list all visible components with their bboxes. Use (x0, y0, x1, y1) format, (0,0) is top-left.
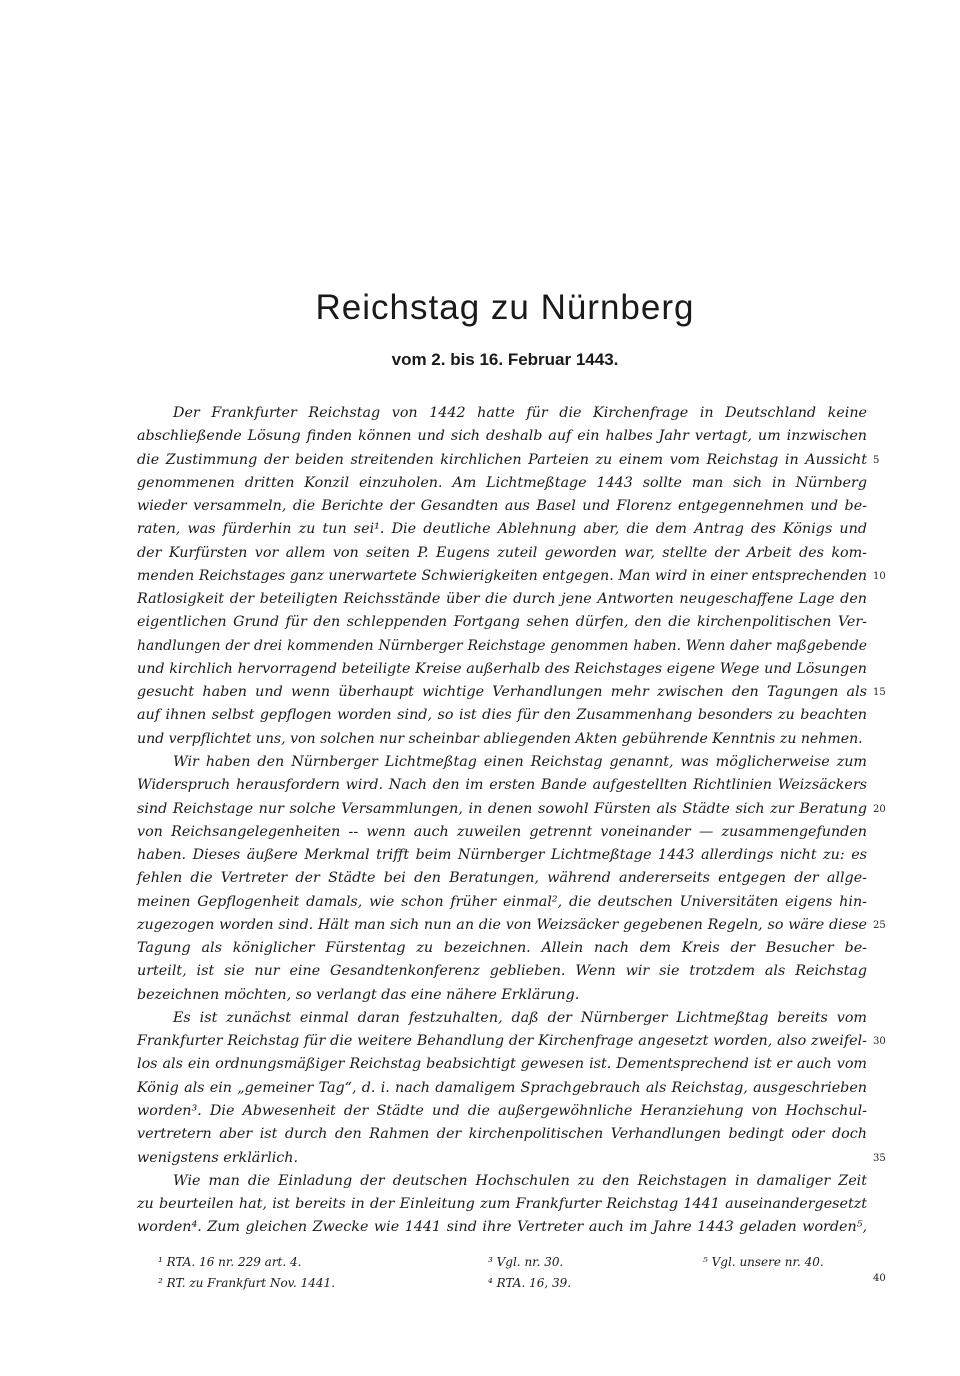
text-line (137, 1030, 886, 1053)
footnote-column-2 (488, 1252, 571, 1294)
text-line (137, 681, 886, 704)
text-line (137, 611, 867, 634)
text-line-content: haben. Dieses äußere Merkmal trifft beim Nürnberger Lichtmeßtage 1443 allerdings nicht zu: es (137, 847, 867, 864)
text-line (137, 1193, 867, 1216)
text-line (137, 798, 886, 821)
text-line-content: und verpflichtet uns, von solchen nur scheinbar abliegenden Akten gebührende Kenntnis zu nehmen. (137, 730, 863, 747)
text-line (137, 1100, 867, 1123)
text-line-content: Frankfurter Reichstag für die weitere Behandlung der Kirchenfrage angesetzt worden, also zweifel- (137, 1033, 867, 1050)
footnote-5: ⁵ Vgl. unsere nr. 40. (703, 1255, 824, 1269)
text-line-content: eigentlichen Grund für den schleppenden Fortgang sehen dürfen, den die kirchenpolitischen Ver- (137, 614, 867, 631)
text-line-content: Es ist zunächst einmal daran festzuhalten, daß der Nürnberger Lichtmeßtag bereits vom (173, 1009, 867, 1026)
text-line-content: fehlen die Vertreter der Städte bei den Beratungen, während andererseits entgegen der allge- (137, 870, 867, 887)
text-line (137, 425, 867, 448)
text-line (137, 821, 867, 844)
footnote-3: ³ Vgl. nr. 30. (488, 1255, 564, 1269)
footnote-2: ² RT. zu Frankfurt Nov. 1441. (158, 1276, 336, 1290)
text-line (137, 1053, 867, 1076)
text-line (137, 1077, 867, 1100)
text-line-content: bezeichnen möchten, so verlangt das eine nähere Erklärung. (137, 986, 580, 1003)
text-line (137, 402, 867, 425)
text-line-content: wenigstens erklärlich. (137, 1149, 299, 1166)
text-line-content: Wie man die Einladung der deutschen Hochschulen zu den Reichstagen in damaliger Zeit (173, 1172, 867, 1189)
text-line (137, 495, 867, 518)
text-line (137, 1170, 867, 1193)
text-line (137, 844, 867, 867)
text-line (137, 542, 867, 565)
line-number: 15 (873, 687, 886, 699)
text-line (137, 914, 886, 937)
text-line (137, 1123, 867, 1146)
text-line (137, 984, 867, 1007)
page-subtitle: vom 2. bis 16. Februar 1443. (391, 350, 619, 369)
footnote-column-3 (703, 1252, 824, 1273)
text-line-content: genommenen dritten Konzil einzuholen. Am Lichtmeßtage 1443 sollte man sich in Nürnberg (137, 474, 867, 491)
text-line (137, 891, 867, 914)
text-line-content: Der Frankfurter Reichstag von 1442 hatte für die Kirchenfrage in Deutschland keine (173, 405, 867, 421)
footnote-1: ¹ RTA. 16 nr. 229 art. 4. (158, 1255, 302, 1269)
text-line (137, 472, 867, 495)
text-line-content: worden³. Die Abwesenheit der Städte und die außergewöhnliche Heranziehung von Hochschul- (137, 1102, 867, 1119)
text-line (137, 635, 867, 658)
text-line-content: vertretern aber ist durch den Rahmen der kirchenpolitischen Verhandlungen bedingt oder doch (137, 1126, 867, 1143)
text-line-content: raten, was fürderhin zu tun sei¹. Die deutliche Ablehnung aber, die dem Antrag des Königs und (137, 521, 867, 538)
line-number: 10 (873, 570, 886, 582)
text-line (137, 565, 886, 588)
text-line (137, 960, 867, 983)
line-number: 25 (873, 919, 886, 931)
text-line-content: meinen Gepflogenheit damals, wie schon früher einmal², die deutschen Universitäten eigens hin- (137, 893, 867, 910)
text-line-content: Ratlosigkeit der beteiligten Reichsstände über die durch jene Antworten neugeschaffene Lage den (137, 591, 867, 608)
text-line-content: handlungen der drei kommenden Nürnberger Reichstage genommen haben. Wenn daher maßgebende (137, 637, 867, 654)
line-number: 35 (873, 1152, 886, 1164)
text-line-content: gesucht haben und wenn überhaupt wichtige Verhandlungen mehr zwischen den Tagungen als (137, 684, 867, 701)
footnote-4: ⁴ RTA. 16, 39. (488, 1276, 572, 1290)
text-line (137, 728, 867, 751)
text-line-content: urteilt, ist sie nur eine Gesandtenkonferenz geblieben. Wenn wir sie trotzdem als Reichstag (137, 963, 867, 980)
text-line-content: zugezogen worden sind. Hält man sich nun an die von Weizsäcker gegebenen Regeln, so wäre diese (137, 916, 867, 933)
text-line (137, 518, 867, 541)
text-line-content: König als ein „gemeiner Tag“, d. i. nach damaligem Sprachgebrauch als Reichstag, ausgeschrieben (137, 1079, 867, 1096)
text-line (137, 1007, 867, 1030)
text-line (137, 449, 880, 472)
text-line (137, 658, 867, 681)
text-line-content: worden⁴. Zum gleichen Zwecke wie 1441 sind ihre Vertreter auch im Jahre 1443 geladen worden⁵, (137, 1219, 867, 1236)
text-line-content: wieder versammeln, die Berichte der Gesandten aus Basel und Florenz entgegennehmen und be- (137, 498, 867, 515)
text-line (137, 1216, 867, 1239)
text-line (137, 774, 867, 797)
footnote-column-1 (158, 1252, 335, 1294)
text-line-content: die Zustimmung der beiden streitenden kirchlichen Parteien zu einem vom Reichstag in Aussicht (137, 451, 867, 468)
page-title: Reichstag zu Nürnberg (315, 288, 695, 327)
text-line-content: menden Reichstages ganz unerwartete Schwierigkeiten entgegen. Man wird in einer entsprechenden (137, 567, 867, 584)
text-line (137, 588, 867, 611)
text-line-content: sind Reichstage nur solche Versammlungen, in denen sowohl Fürsten als Städte sich zur Beratung (137, 800, 867, 817)
text-line-content: von Reichsangelegenheiten -- wenn auch zuweilen getrennt voneinander — zusammengefunden (137, 823, 867, 840)
text-line (137, 751, 867, 774)
text-line-content: und kirchlich hervorragend beteiligte Kreise außerhalb des Reichstages eigene Wege und Lösungen (137, 660, 867, 677)
text-line-content: abschließende Lösung finden können und sich deshalb auf ein halbes Jahr vertagt, um inzwischen (137, 428, 867, 445)
body-text (137, 402, 886, 1240)
text-line-content: los als ein ordnungsmäßiger Reichstag beabsichtigt gewesen ist. Dementsprechend ist er auch vom (137, 1056, 867, 1073)
text-line (137, 704, 867, 727)
text-line-content: auf ihnen selbst gepflogen worden sind, so ist dies für den Zusammenhang besonders zu beachten (137, 707, 867, 724)
text-line-content: Tagung als königlicher Fürstentag zu bezeichnen. Allein nach dem Kreis der Besucher be- (137, 940, 867, 957)
line-number: 20 (873, 803, 886, 815)
text-line-content: Wir haben den Nürnberger Lichtmeßtag einen Reichstag genannt, was möglicherweise zum (173, 753, 867, 770)
text-line (137, 937, 867, 960)
line-number: 40 (873, 1273, 886, 1284)
line-number: 30 (873, 1036, 886, 1048)
text-line (137, 1147, 886, 1170)
text-line-content: der Kurfürsten vor allem von seiten P. Eugens zuteil geworden war, stellte der Arbeit des kom- (137, 544, 867, 561)
text-line-content: zu beurteilen hat, ist bereits in der Einleitung zum Frankfurter Reichstag 1441 auseinandergesetzt (137, 1196, 867, 1213)
text-line-content: Widerspruch herausfordern wird. Nach den im ersten Bande aufgestellten Richtlinien Weizsäckers (137, 777, 867, 794)
text-line (137, 867, 867, 890)
line-number: 5 (873, 454, 880, 466)
